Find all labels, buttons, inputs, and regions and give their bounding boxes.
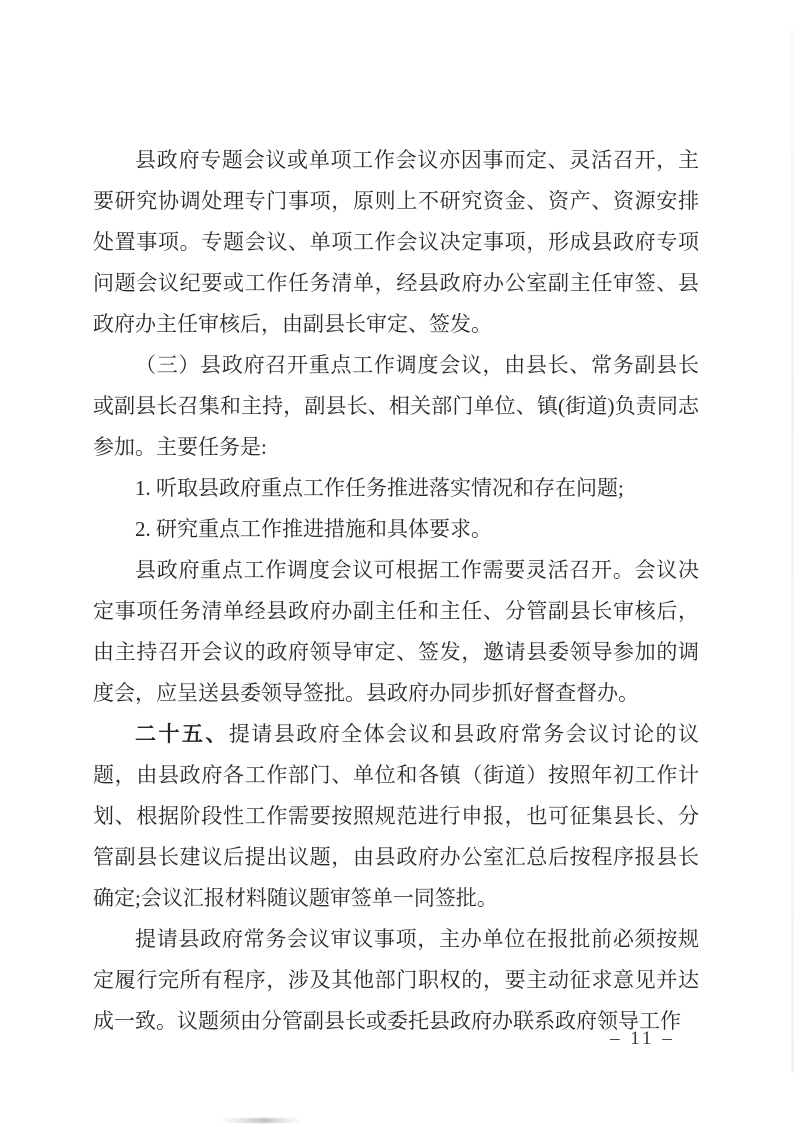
paragraph: 县政府专题会议或单项工作会议亦因事而定、灵活召开，主要研究协调处理专门事项，原则上不研究资金、资产、资源安排处置事项。专题会议、单项工作会议决定事项，形成县政府专项问题会议纪要或工作任务清单，经县政府办公室副主任审签、县政府办主任审核后，由副县长审定、签发。 <box>93 148 699 336</box>
paragraph: （三）县政府召开重点工作调度会议，由县长、常务副县长或副县长召集和主持，副县长、相关部门单位、镇(街道)负责同志参加。主要任务是: <box>93 353 699 459</box>
paragraph: 提请县政府常务会议审议事项，主办单位在报批前必须按规定履行完所有程序，涉及其他部门职权的，要主动征求意见并达成一致。议题须由分管副县长或委托县政府办联系政府领导工作 <box>93 927 699 1033</box>
list-item: 1. 听取县政府重点工作任务推进落实情况和存在问题; <box>135 476 624 500</box>
scan-artifact-vertical-line <box>791 28 794 1073</box>
page-number: – 11 – <box>610 1028 675 1049</box>
paragraph: 二十五、提请县政府全体会议和县政府常务会议讨论的议题，由县政府各工作部门、单位和各镇（街道）按照年初工作计划、根据阶段性工作需要按照规范进行申报，也可征集县长、分管副县长建议后提出议题，由县政府办公室汇总后按程序报县长确定;会议汇报材料随议题审签单一同签批。 <box>93 722 700 910</box>
scan-artifact-smudge <box>220 1118 302 1123</box>
document-body <box>93 140 699 1042</box>
list-item: 2. 研究重点工作推进措施和具体要求。 <box>135 517 492 541</box>
paragraph: 县政府重点工作调度会议可根据工作需要灵活召开。会议决定事项任务清单经县政府办副主任和主任、分管副县长审核后，由主持召开会议的政府领导审定、签发，邀请县委领导参加的调度会，应呈送县委领导签批。县政府办同步抓好督查督办。 <box>93 558 699 705</box>
section-number-bold: 二十五、 <box>135 723 229 746</box>
